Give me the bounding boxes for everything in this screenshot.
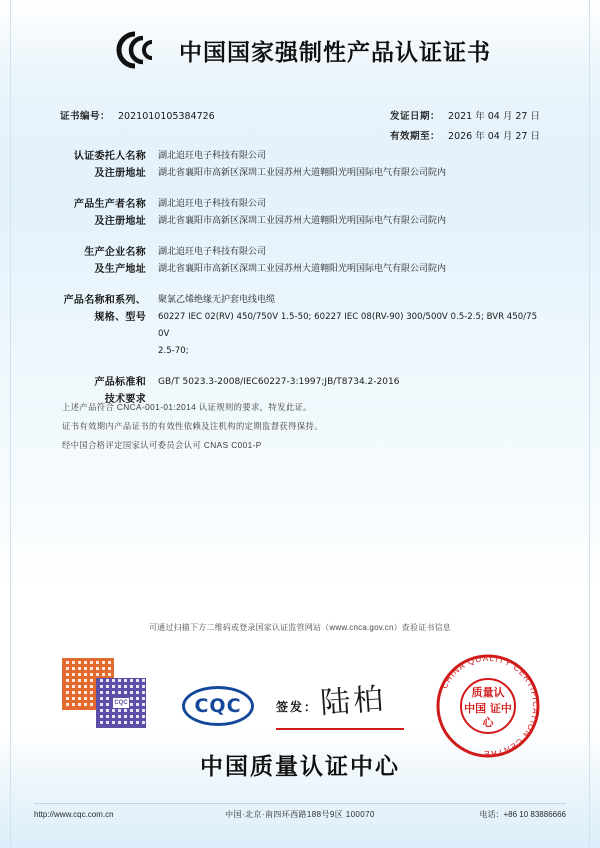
field-manufacturer-label xyxy=(58,196,158,230)
footer-phone: 电话：+86 10 83886666 xyxy=(479,810,566,819)
cert-number-group xyxy=(60,108,360,122)
field-product-label-line2: 规格、型号 xyxy=(94,312,146,323)
cqc-logo-text: CQC xyxy=(182,686,254,726)
svg-text:中国 证中: 中国 证中 xyxy=(464,702,512,715)
meta-row-cert-issue xyxy=(0,108,600,122)
field-factory-value-line2: 湖北省襄阳市高新区深圳工业园苏州大道翱阳光明国际电气有限公司院内 xyxy=(158,264,447,274)
cqc-logo-icon xyxy=(182,686,254,726)
field-product-label xyxy=(58,292,158,360)
field-product-value-line2: 60227 IEC 02(RV) 450/750V 1.5-50; 60227 IEC 08(RV-90) 300/500V 0.5-2.5; BVR 450/750V xyxy=(158,312,538,339)
valid-date-label: 有效期至： xyxy=(390,131,441,142)
note-line-1: 上述产品符合 CNCA-001-01:2014 认证规则的要求，特发此证。 xyxy=(62,402,312,412)
field-standard-label-line2: 技术要求 xyxy=(104,394,146,405)
field-product-label-line1: 产品名称和系列、 xyxy=(63,295,146,306)
page-footer xyxy=(0,809,600,820)
certificate-header xyxy=(0,28,600,72)
field-product-value-line1: 聚氯乙烯绝缘无护套电线电缆 xyxy=(158,295,276,305)
field-manufacturer-value xyxy=(158,196,542,230)
field-manufacturer xyxy=(58,196,542,230)
footer-address: 中国·北京·南四环西路188号9区 100070 xyxy=(225,810,375,819)
certificate-notes xyxy=(0,398,600,455)
issuing-center-name: 中国质量认证中心 xyxy=(200,754,400,780)
meta-row-valid xyxy=(0,128,600,142)
issue-date-group xyxy=(360,108,540,122)
footer-website[interactable]: http://www.cqc.com.cn xyxy=(34,810,114,819)
svg-text:质量认: 质量认 xyxy=(471,686,505,699)
field-applicant-label-line2: 及注册地址 xyxy=(94,168,146,179)
certificate-bottom xyxy=(0,650,600,790)
verify-instructions: 可通过扫描下方二维码或登录国家认证监管网站（www.cnca.gov.cn）查验证书信息 xyxy=(148,623,451,632)
note-line-3: 经中国合格评定国家认可委员会认可 CNAS C001-P xyxy=(62,440,262,450)
field-product-value xyxy=(158,292,542,360)
svg-text:CHINA QUALITY CERTIFICATION CE: CHINA QUALITY CERTIFICATION CENTRE xyxy=(439,653,541,759)
ccc-mark-icon xyxy=(109,28,165,72)
field-applicant-label-line1: 认证委托人名称 xyxy=(73,151,146,162)
certificate-fields xyxy=(0,148,600,422)
footer-divider xyxy=(34,803,566,804)
qr-code-purple-icon[interactable] xyxy=(96,678,146,728)
field-applicant-value-line1: 湖北追玨电子科技有限公司 xyxy=(158,151,267,161)
field-factory-label-line2: 及生产地址 xyxy=(94,264,146,275)
signature-underline xyxy=(276,728,404,730)
field-manufacturer-label-line2: 及注册地址 xyxy=(94,216,146,227)
svg-text:心: 心 xyxy=(482,716,494,729)
field-manufacturer-value-line1: 湖北追玨电子科技有限公司 xyxy=(158,199,267,209)
signature-handwriting: 陆柏 xyxy=(319,681,388,722)
field-manufacturer-value-line2: 湖北省襄阳市高新区深圳工业园苏州大道翱阳光明国际电气有限公司院内 xyxy=(158,216,447,226)
field-applicant-value xyxy=(158,148,542,182)
page-title: 中国国家强制性产品认证证书 xyxy=(179,39,491,66)
field-standard-label-line1: 产品标准和 xyxy=(94,377,146,388)
field-product-value-line3: 2.5-70; xyxy=(158,346,189,356)
field-factory-value-line1: 湖北追玨电子科技有限公司 xyxy=(158,247,267,257)
certificate-meta xyxy=(0,108,600,148)
field-factory xyxy=(58,244,542,278)
cert-number-label: 证书编号： xyxy=(60,111,111,122)
signature-label: 签发： xyxy=(276,700,319,714)
issue-date-label: 发证日期： xyxy=(390,111,441,122)
valid-date-group xyxy=(360,128,540,142)
field-factory-value xyxy=(158,244,542,278)
issue-date-value: 2021 年 04 月 27 日 xyxy=(448,111,540,122)
cert-number-value: 2021010105384726 xyxy=(118,111,215,122)
valid-date-value: 2026 年 04 月 27 日 xyxy=(448,131,540,142)
field-factory-label xyxy=(58,244,158,278)
field-product xyxy=(58,292,542,360)
qr-badge-label: CQC xyxy=(112,697,130,709)
field-applicant-value-line2: 湖北省襄阳市高新区深圳工业园苏州大道翱阳光明国际电气有限公司院内 xyxy=(158,168,447,178)
field-manufacturer-label-line1: 产品生产者名称 xyxy=(73,199,146,210)
field-standard-value-line1: GB/T 5023.3-2008/IEC60227-3:1997;JB/T8734.2-2016 xyxy=(158,377,400,387)
note-line-2: 证书有效期内产品证书的有效性依赖及注机构的定期监督获得保持。 xyxy=(62,421,323,431)
field-applicant xyxy=(58,148,542,182)
field-applicant-label xyxy=(58,148,158,182)
official-seal-icon xyxy=(432,650,544,762)
field-factory-label-line1: 生产企业名称 xyxy=(84,247,146,258)
